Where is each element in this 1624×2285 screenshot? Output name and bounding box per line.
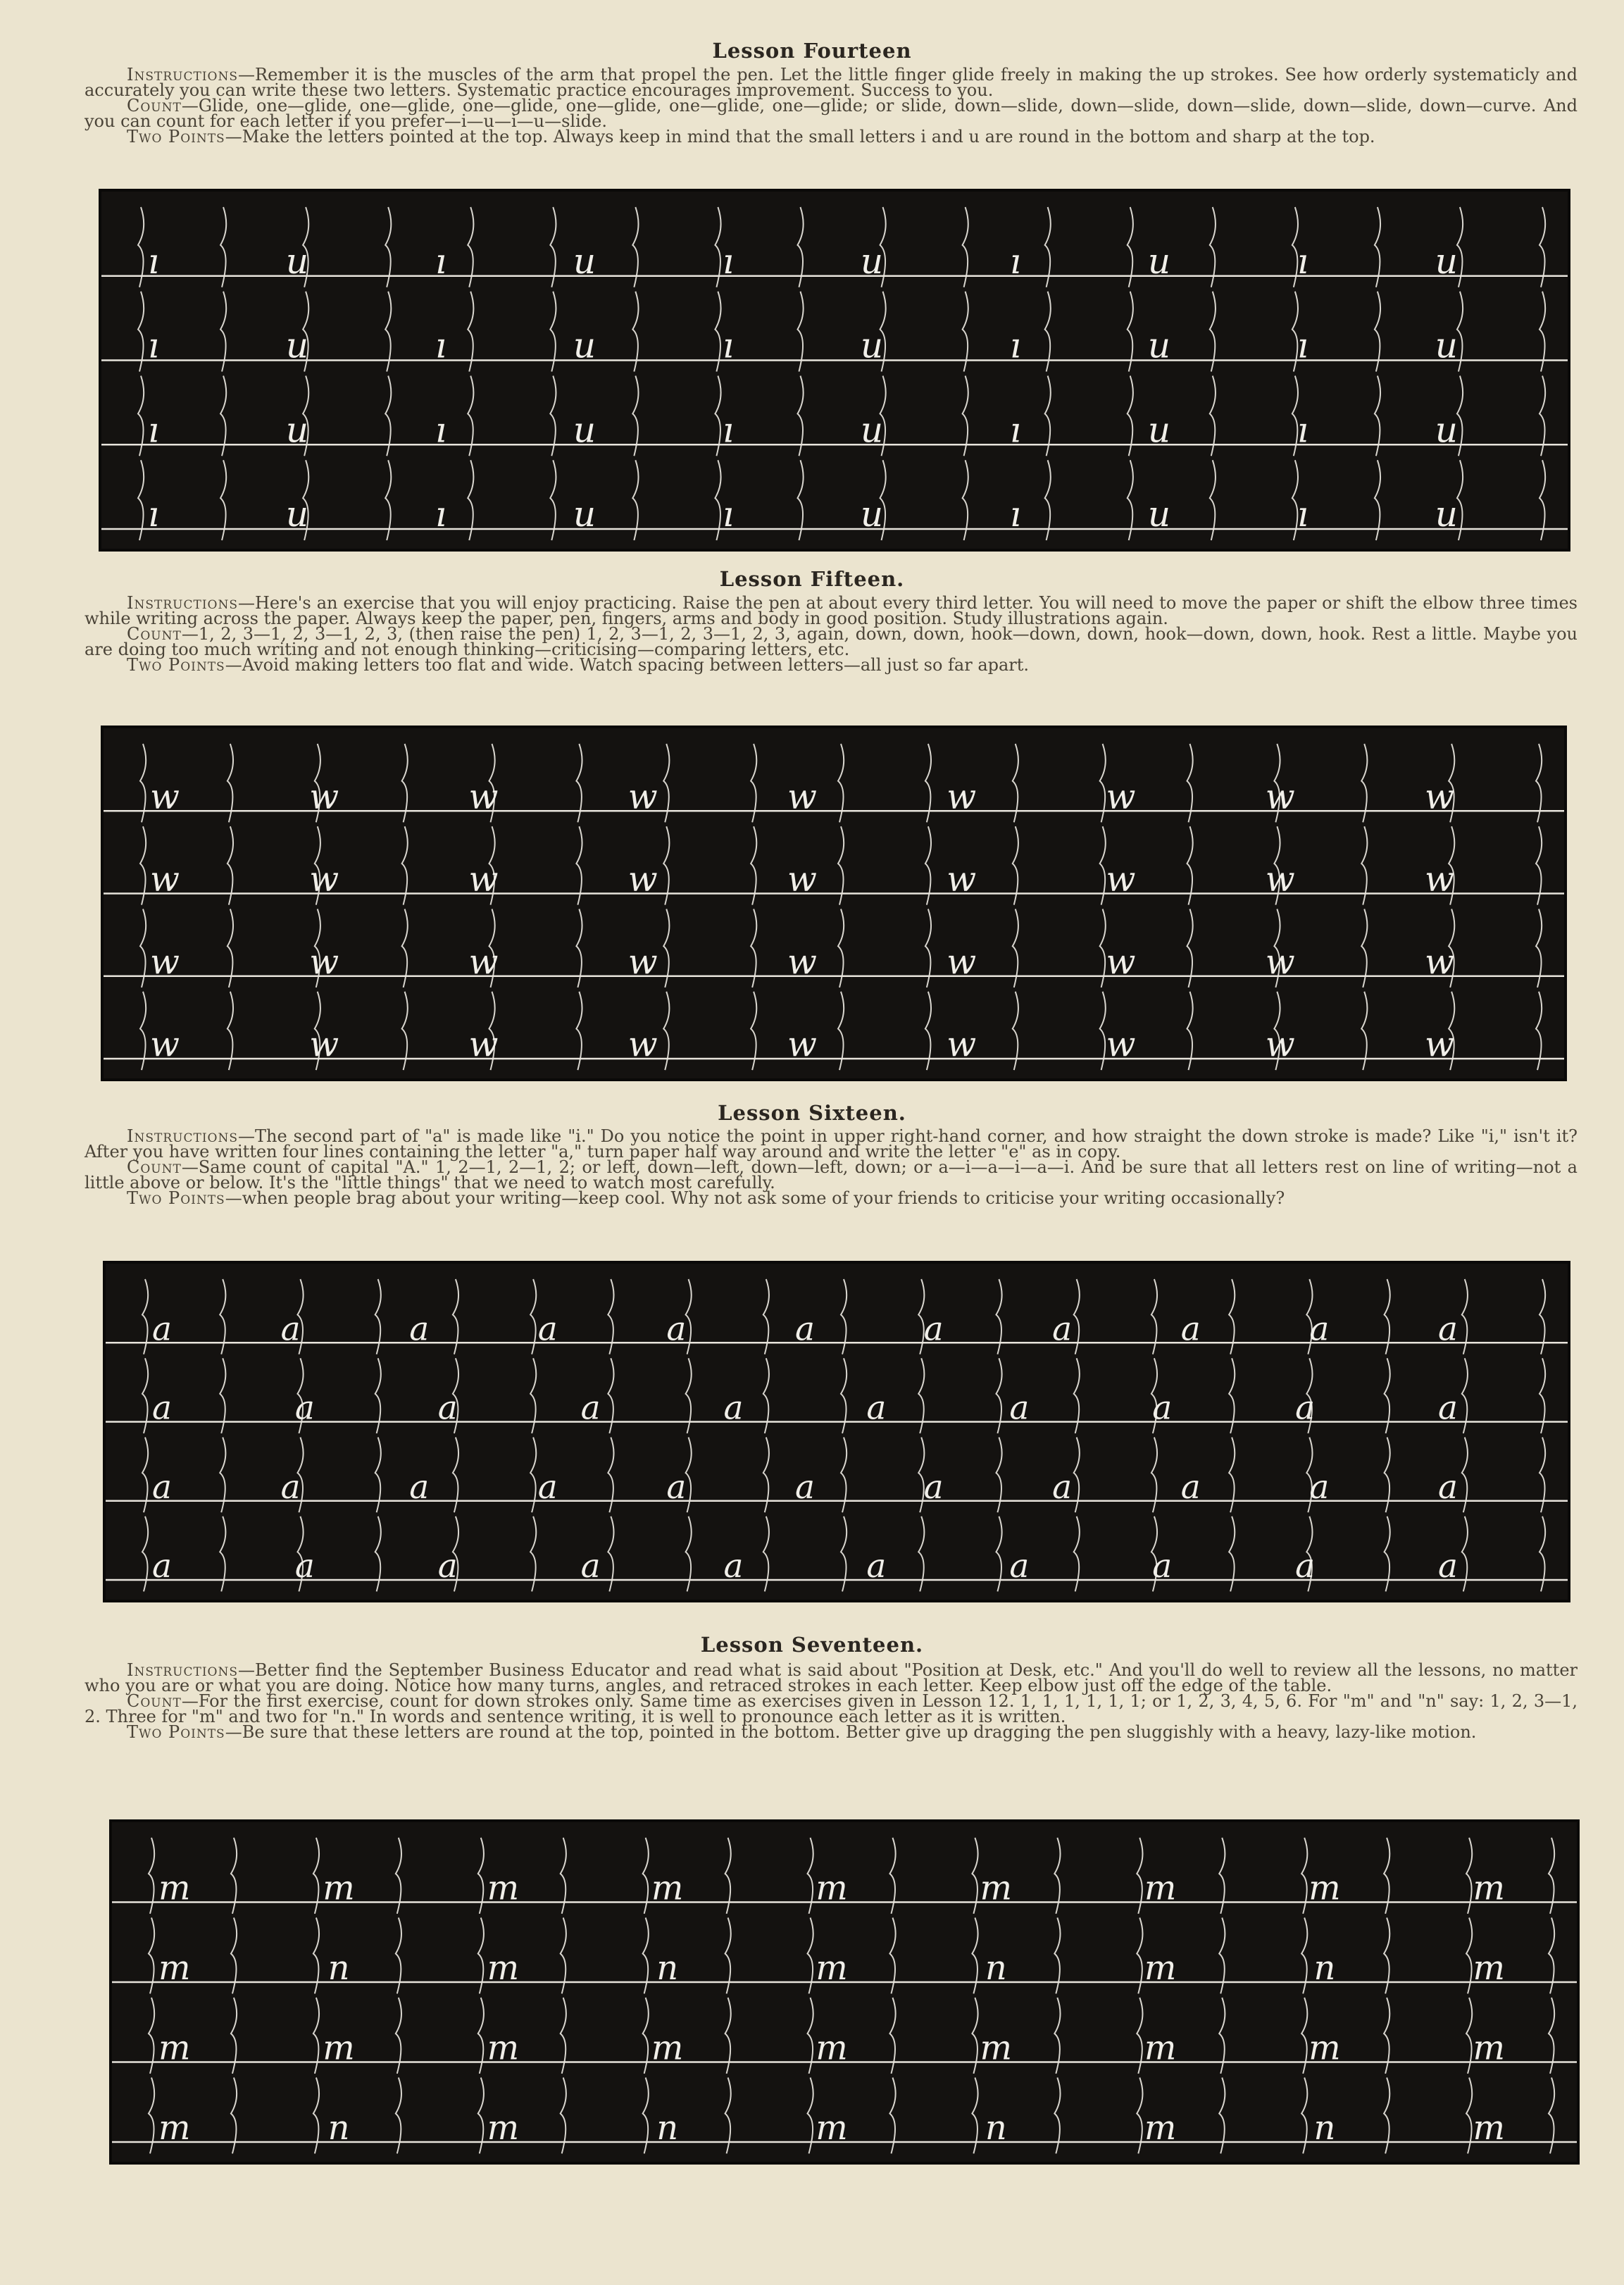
guide-stroke [385, 207, 391, 540]
guide-stroke [972, 1838, 977, 2153]
lesson-title: Lesson Seventeen. [700, 1633, 924, 1657]
cursive-letter-row: wwwwwwwww [150, 941, 1497, 982]
guide-stroke [751, 744, 756, 1070]
guide-stroke [1466, 1838, 1472, 2153]
cursive-letter-row: aaaaaaaaaaa [152, 1467, 1500, 1507]
guide-stroke [963, 207, 968, 540]
guide-stroke [1301, 1838, 1307, 2153]
guide-stroke [142, 1279, 148, 1591]
count-paragraph: Count—Glide, one—glide, one—glide, one—glide, one—glide, one—glide, one—glide; or slide, down—slide, down—slide, down—slide, down—slide, down—curve. And you can count for each letter if you prefer—i—u—i—u—slide. [85, 96, 1578, 131]
guide-stroke [725, 1838, 731, 2153]
lesson-instructions [85, 1662, 1578, 1740]
guide-stroke [550, 207, 556, 540]
guide-stroke [715, 207, 720, 540]
guide-stroke [1536, 744, 1542, 1070]
cursive-letter-row: ıuıuıuıuıu [148, 494, 1500, 535]
guide-stroke [1549, 1838, 1554, 2153]
guide-stroke [1100, 744, 1106, 1070]
plate-drawing [109, 1819, 1580, 2165]
cursive-letter-row: aaaaaaaaaa [152, 1388, 1500, 1428]
cursive-letter-row: aaaaaaaaaaa [152, 1309, 1500, 1349]
guide-stroke [220, 1279, 225, 1591]
cursive-letter-row: ıuıuıuıuıu [148, 325, 1500, 366]
guide-stroke [763, 1279, 769, 1591]
guide-stroke [576, 744, 582, 1070]
cursive-letter-row: aaaaaaaaaa [152, 1547, 1500, 1586]
cursive-letter-row: mmmmmmmmm [158, 1868, 1509, 1908]
guide-stroke [608, 1279, 613, 1591]
cursive-letter-row: ıuıuıuıuıu [148, 240, 1500, 282]
guide-stroke [313, 1838, 319, 2153]
cursive-letter-row: mnmnmnmnm [158, 2108, 1509, 2148]
guide-stroke [1054, 1838, 1060, 2153]
guide-stroke [1539, 207, 1545, 540]
practice-plate [109, 1819, 1580, 2165]
lesson-instructions [85, 595, 1578, 673]
instructions-paragraph: Instructions—Here's an exercise that you will enjoy practicing. Raise the pen at about every third letter. You will need to move the paper or shift the elbow three times while writing across the paper. Always keep the paper, pen, fingers, arms and body in good position. Study illustrations again. [85, 593, 1578, 628]
cursive-letter-row: mnmnmnmnm [158, 1948, 1509, 1988]
guide-stroke [375, 1279, 381, 1591]
count-paragraph: Count—For the first exercise, count for down strokes only. Same time as exercises given in Lesson 12. 1, 1, 1, 1, 1, 1; or 1, 2, 3, 4, 5, 6. For "m" and "n" say: 1, 2, 3—1, 2. Three for "m" and two for "n." In words and sentence writing, it is well to pronounce each letter as it is written. [85, 1691, 1578, 1726]
guide-stroke [231, 1838, 237, 2153]
guide-stroke [889, 1838, 895, 2153]
guide-stroke [140, 744, 146, 1070]
lesson-instructions [85, 1128, 1578, 1206]
guide-stroke [925, 744, 931, 1070]
cursive-letter-row: wwwwwwwww [150, 776, 1497, 817]
lesson-title: Lesson Fourteen [712, 39, 912, 63]
cursive-letter-row: wwwwwwwww [150, 859, 1497, 899]
guide-stroke [996, 1279, 1001, 1591]
plate-drawing [101, 726, 1567, 1081]
lesson-title: Lesson Sixteen. [718, 1101, 906, 1125]
cursive-letter-row: wwwwwwwww [150, 1024, 1497, 1064]
guide-stroke [1128, 207, 1133, 540]
two-points-paragraph: Two Points—Be sure that these letters are round at the top, pointed in the bottom. Better give up dragging the pen sluggishly with a heavy, lazy-like motion. [127, 1722, 1477, 1742]
guide-stroke [402, 744, 408, 1070]
guide-stroke [149, 1838, 154, 2153]
guide-stroke [808, 1838, 813, 2153]
guide-stroke [1385, 1279, 1390, 1591]
lesson-instructions [85, 65, 1578, 147]
guide-stroke [1137, 1838, 1142, 2153]
practice-plate [99, 189, 1570, 552]
two-points-paragraph: Two Points—Make the letters pointed at the top. Always keep in mind that the small letters i and u are round in the bottom and sharp at the top. [127, 127, 1375, 147]
cursive-letter-row: ıuıuıuıuıu [148, 409, 1500, 451]
practice-plate [101, 726, 1567, 1081]
plate-drawing [99, 189, 1570, 552]
guide-stroke [138, 207, 144, 540]
guide-stroke [478, 1838, 484, 2153]
instructions-paragraph: Instructions—The second part of "a" is made like "i." Do you notice the point in upper right-hand corner, and how straight the down stroke is made? Like "i," isn't it? After you have written four lines containing the letter "a," turn paper half way around and write the letter "e" as in copy. [85, 1126, 1578, 1162]
count-paragraph: Count—Same count of capital "A." 1, 2—1, 2—1, 2; or left, down—left, down—left, down; or a—i—a—i—a—i. And be sure that all letters rest on line of writing—not a little above or below. It's the "little things" that we need to watch most carefully. [85, 1157, 1578, 1193]
guide-stroke [561, 1838, 566, 2153]
guide-stroke [220, 207, 226, 540]
count-paragraph: Count—1, 2, 3—1, 2, 3—1, 2, 3, (then raise the pen) 1, 2, 3—1, 2, 3—1, 2, 3, again, down, down, hook—down, down, hook—down, down, hook. Rest a little. Maybe you are doing too much writing and not enough thinking—criticising—comparing letters, etc. [85, 624, 1578, 659]
cursive-letter-row: mmmmmmmmm [158, 2028, 1509, 2068]
guide-stroke [797, 207, 803, 540]
guide-stroke [396, 1838, 401, 2153]
two-points-paragraph: Two Points—when people brag about your writing—keep cool. Why not ask some of your friends to criticise your writing occasionally? [127, 1188, 1285, 1208]
plate-drawing [103, 1261, 1570, 1602]
guide-stroke [1539, 1279, 1545, 1591]
instructions-paragraph: Instructions—Remember it is the muscles of the arm that propel the pen. Let the little finger glide freely in making the up strokes. See how orderly systematicly and accurately you can write these two letters. Systematic practice encourages improvement. Success to you. [85, 65, 1578, 100]
two-points-paragraph: Two Points—Avoid making letters too flat and wide. Watch spacing between letters—all just so far apart. [127, 655, 1030, 675]
instructions-paragraph: Instructions—Better find the September Business Educator and read what is said about "Position at Desk, etc." And you'll do well to review all the lessons, no matter who you are or what you are doing. Notice how many turns, angles, and retraced strokes in each letter. Keep elbow just off the edge of the table. [85, 1660, 1578, 1695]
guide-stroke [1375, 207, 1380, 540]
guide-stroke [1219, 1838, 1225, 2153]
guide-stroke [1187, 744, 1193, 1070]
guide-stroke [530, 1279, 536, 1591]
practice-plate [103, 1261, 1570, 1602]
guide-stroke [1384, 1838, 1389, 2153]
guide-stroke [1151, 1279, 1157, 1591]
lesson-title: Lesson Fifteen. [719, 567, 905, 591]
guide-stroke [1361, 744, 1367, 1070]
guide-stroke [643, 1838, 649, 2153]
guide-stroke [227, 744, 233, 1070]
